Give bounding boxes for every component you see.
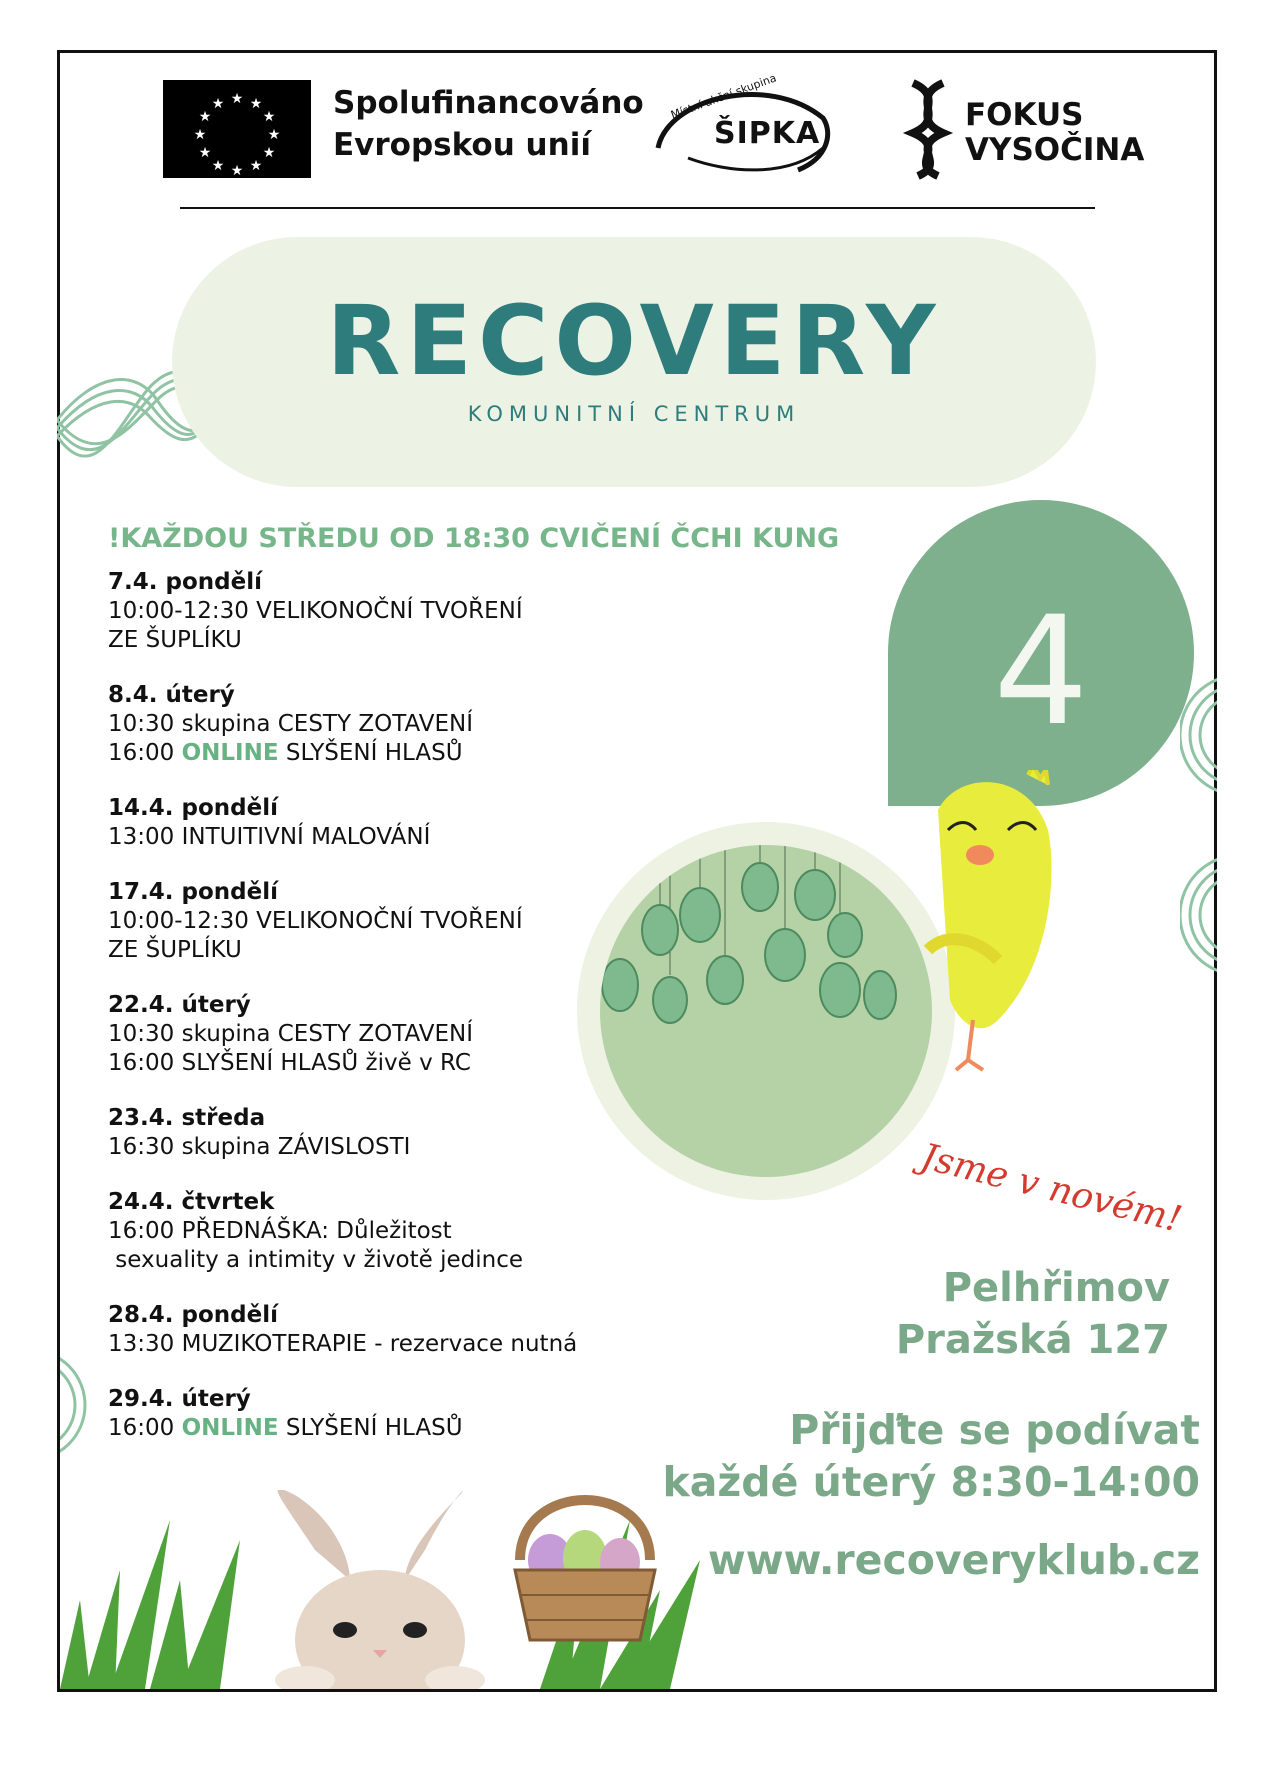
easter-basket-icon <box>500 1470 670 1650</box>
event-item <box>108 1104 668 1162</box>
easter-eggs-image <box>600 845 932 1177</box>
svg-text:★: ★ <box>193 127 207 143</box>
weekly-notice: !KAŽDOU STŘEDU OD 18:30 CVIČENÍ ČCHI KUNG <box>108 523 840 554</box>
eu-flag-icon <box>163 80 311 178</box>
svg-text:★: ★ <box>249 96 263 112</box>
svg-text:★: ★ <box>249 158 263 174</box>
city: Pelhřimov <box>942 1265 1170 1311</box>
sipka-name: ŠIPKA <box>714 116 821 151</box>
event-line: 16:00 PŘEDNÁŠKA: Důležitost <box>108 1218 452 1244</box>
event-item <box>108 681 668 768</box>
recovery-subtitle: KOMUNITNÍ CENTRUM <box>467 402 801 426</box>
event-date: 14.4. pondělí <box>108 795 278 821</box>
visit-line: Přijďte se podívat <box>789 1406 1200 1454</box>
event-date: 8.4. úterý <box>108 682 235 708</box>
eu-cofinance-text: Spolufinancováno Evropskou unií <box>333 85 644 163</box>
event-date: 7.4. pondělí <box>108 569 262 595</box>
arc-decoration-icon <box>60 1330 90 1480</box>
svg-text:★: ★ <box>262 109 276 125</box>
month-number: 4 <box>993 585 1089 759</box>
event-date: 22.4. úterý <box>108 992 251 1018</box>
visit-hours: každé úterý 8:30-14:00 <box>662 1458 1200 1506</box>
svg-text:★: ★ <box>262 145 276 161</box>
event-line: 13:30 MUZIKOTERAPIE - rezervace nutná <box>108 1331 578 1357</box>
event-line: 16:00 SLYŠENÍ HLASŮ živě v RC <box>108 1050 471 1076</box>
visit-invitation <box>660 1404 1200 1508</box>
event-date: 29.4. úterý <box>108 1386 251 1412</box>
sipka-logo <box>648 71 838 178</box>
header-divider <box>180 207 1095 209</box>
event-line: sexuality a intimity v životě jedince <box>108 1247 524 1273</box>
recovery-logo: RECOVERY <box>326 285 942 397</box>
website-link[interactable]: www.recoveryklub.cz <box>707 1536 1200 1584</box>
svg-text:★: ★ <box>230 91 244 107</box>
event-item <box>108 1301 668 1359</box>
event-line: 16:30 skupina ZÁVISLOSTI <box>108 1134 411 1160</box>
svg-text:★: ★ <box>198 145 212 161</box>
online-tag: ONLINE <box>181 1415 279 1441</box>
fokus-knot-icon <box>898 78 958 180</box>
event-item <box>108 568 668 655</box>
event-line: 16:00 ONLINE SLYŠENÍ HLASŮ <box>108 1415 463 1441</box>
event-date: 17.4. pondělí <box>108 879 278 905</box>
event-line: 10:00-12:30 VELIKONOČNÍ TVOŘENÍ <box>108 598 523 624</box>
arc-decoration-icon <box>1180 850 1217 980</box>
event-item <box>108 794 668 852</box>
address-block <box>840 1262 1170 1366</box>
chick-illustration-icon <box>918 770 1068 1090</box>
online-tag: ONLINE <box>181 740 279 766</box>
event-line: 13:00 INTUITIVNÍ MALOVÁNÍ <box>108 824 431 850</box>
svg-text:★: ★ <box>211 158 225 174</box>
event-date: 28.4. pondělí <box>108 1302 278 1328</box>
bunny-illustration-icon <box>255 1490 505 1689</box>
svg-text:★: ★ <box>267 127 281 143</box>
event-line: ZE ŠUPLÍKU <box>108 627 242 653</box>
event-date: 24.4. čtvrtek <box>108 1189 275 1215</box>
event-item <box>108 878 668 965</box>
event-item <box>108 1188 668 1275</box>
fokus-vysocina-logo: FOKUS VYSOČINA <box>965 97 1145 168</box>
event-item <box>108 1385 668 1443</box>
event-date: 23.4. středa <box>108 1105 266 1131</box>
event-line: 10:00-12:30 VELIKONOČNÍ TVOŘENÍ <box>108 908 523 934</box>
handwritten-tagline: Jsme v novém! <box>917 1136 1186 1241</box>
svg-text:★: ★ <box>230 163 244 178</box>
event-line: 16:00 ONLINE SLYŠENÍ HLASŮ <box>108 740 463 766</box>
event-line: 10:30 skupina CESTY ZOTAVENÍ <box>108 711 473 737</box>
sipka-subtitle: Místní akční skupina <box>669 71 779 122</box>
event-line: ZE ŠUPLÍKU <box>108 937 242 963</box>
event-line: 10:30 skupina CESTY ZOTAVENÍ <box>108 1021 473 1047</box>
svg-text:★: ★ <box>211 96 225 112</box>
street: Pražská 127 <box>895 1317 1170 1363</box>
svg-text:★: ★ <box>198 109 212 125</box>
